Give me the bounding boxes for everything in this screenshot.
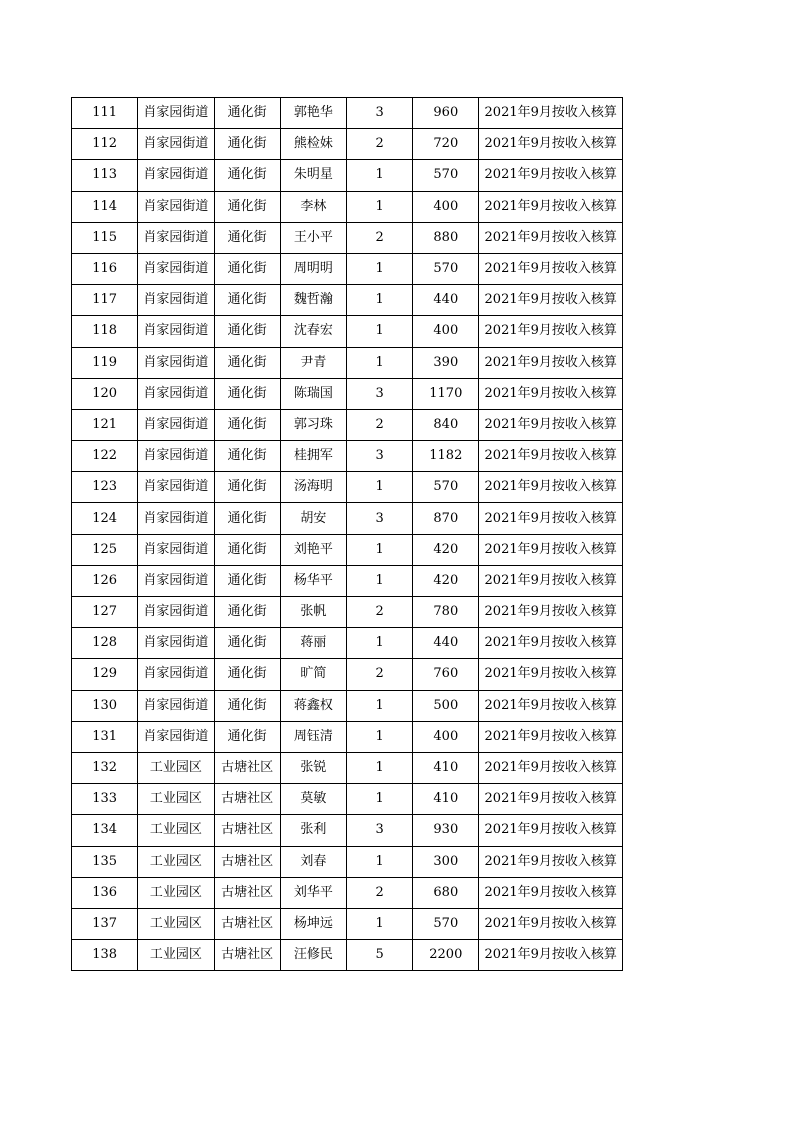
note-cell: 2021年9月按收入核算 [479,628,623,659]
community-cell: 通化街 [214,565,280,596]
row-number-cell: 136 [72,877,138,908]
household-size-cell: 2 [346,597,412,628]
name-cell: 刘华平 [280,877,346,908]
amount-cell: 570 [413,908,479,939]
community-cell: 通化街 [214,378,280,409]
community-cell: 通化街 [214,597,280,628]
table-row [72,565,623,596]
row-number-cell: 113 [72,160,138,191]
street-cell: 肖家园街道 [138,191,214,222]
household-size-cell: 2 [346,222,412,253]
household-size-cell: 1 [346,534,412,565]
amount-cell: 570 [413,472,479,503]
community-cell: 通化街 [214,253,280,284]
community-cell: 古塘社区 [214,784,280,815]
street-cell: 肖家园街道 [138,597,214,628]
name-cell: 蒋丽 [280,628,346,659]
amount-cell: 390 [413,347,479,378]
amount-cell: 840 [413,409,479,440]
row-number-cell: 120 [72,378,138,409]
street-cell: 肖家园街道 [138,565,214,596]
amount-cell: 420 [413,565,479,596]
amount-cell: 570 [413,253,479,284]
community-cell: 通化街 [214,222,280,253]
household-size-cell: 1 [346,846,412,877]
row-number-cell: 119 [72,347,138,378]
table-body [72,98,623,971]
street-cell: 工业园区 [138,940,214,971]
name-cell: 莫敏 [280,784,346,815]
name-cell: 张锐 [280,752,346,783]
household-size-cell: 5 [346,940,412,971]
table-row [72,316,623,347]
amount-cell: 720 [413,129,479,160]
street-cell: 肖家园街道 [138,253,214,284]
name-cell: 熊检妹 [280,129,346,160]
amount-cell: 400 [413,191,479,222]
note-cell: 2021年9月按收入核算 [479,441,623,472]
amount-cell: 500 [413,690,479,721]
community-cell: 通化街 [214,659,280,690]
street-cell: 肖家园街道 [138,285,214,316]
row-number-cell: 135 [72,846,138,877]
note-cell: 2021年9月按收入核算 [479,659,623,690]
note-cell: 2021年9月按收入核算 [479,98,623,129]
name-cell: 张利 [280,815,346,846]
street-cell: 肖家园街道 [138,472,214,503]
street-cell: 肖家园街道 [138,378,214,409]
note-cell: 2021年9月按收入核算 [479,503,623,534]
table-row [72,534,623,565]
note-cell: 2021年9月按收入核算 [479,409,623,440]
row-number-cell: 137 [72,908,138,939]
street-cell: 肖家园街道 [138,160,214,191]
community-cell: 通化街 [214,347,280,378]
note-cell: 2021年9月按收入核算 [479,253,623,284]
note-cell: 2021年9月按收入核算 [479,129,623,160]
table-row [72,940,623,971]
table-row [72,347,623,378]
household-size-cell: 1 [346,690,412,721]
household-size-cell: 1 [346,160,412,191]
note-cell: 2021年9月按收入核算 [479,940,623,971]
community-cell: 通化街 [214,285,280,316]
street-cell: 肖家园街道 [138,129,214,160]
row-number-cell: 122 [72,441,138,472]
amount-cell: 570 [413,160,479,191]
note-cell: 2021年9月按收入核算 [479,908,623,939]
row-number-cell: 125 [72,534,138,565]
table-row [72,98,623,129]
name-cell: 杨坤远 [280,908,346,939]
note-cell: 2021年9月按收入核算 [479,285,623,316]
table-row [72,191,623,222]
name-cell: 桂拥军 [280,441,346,472]
table-row [72,409,623,440]
community-cell: 通化街 [214,191,280,222]
table-row [72,222,623,253]
street-cell: 工业园区 [138,784,214,815]
row-number-cell: 118 [72,316,138,347]
household-size-cell: 1 [346,285,412,316]
name-cell: 旷简 [280,659,346,690]
note-cell: 2021年9月按收入核算 [479,752,623,783]
amount-cell: 870 [413,503,479,534]
street-cell: 工业园区 [138,877,214,908]
note-cell: 2021年9月按收入核算 [479,316,623,347]
row-number-cell: 123 [72,472,138,503]
street-cell: 肖家园街道 [138,690,214,721]
household-size-cell: 3 [346,98,412,129]
name-cell: 张帆 [280,597,346,628]
street-cell: 工业园区 [138,846,214,877]
community-cell: 通化街 [214,503,280,534]
amount-cell: 1170 [413,378,479,409]
name-cell: 魏哲瀚 [280,285,346,316]
name-cell: 周明明 [280,253,346,284]
community-cell: 通化街 [214,316,280,347]
note-cell: 2021年9月按收入核算 [479,690,623,721]
table-row [72,378,623,409]
amount-cell: 440 [413,628,479,659]
row-number-cell: 131 [72,721,138,752]
amount-cell: 410 [413,752,479,783]
data-table [71,97,623,971]
note-cell: 2021年9月按收入核算 [479,347,623,378]
community-cell: 古塘社区 [214,752,280,783]
household-size-cell: 3 [346,378,412,409]
note-cell: 2021年9月按收入核算 [479,597,623,628]
street-cell: 肖家园街道 [138,222,214,253]
household-size-cell: 3 [346,441,412,472]
amount-cell: 960 [413,98,479,129]
name-cell: 汤海明 [280,472,346,503]
community-cell: 通化街 [214,160,280,191]
row-number-cell: 116 [72,253,138,284]
name-cell: 陈瑞国 [280,378,346,409]
row-number-cell: 124 [72,503,138,534]
note-cell: 2021年9月按收入核算 [479,160,623,191]
row-number-cell: 121 [72,409,138,440]
row-number-cell: 111 [72,98,138,129]
name-cell: 胡安 [280,503,346,534]
table-row [72,690,623,721]
note-cell: 2021年9月按收入核算 [479,721,623,752]
community-cell: 古塘社区 [214,908,280,939]
table-row [72,659,623,690]
table-row [72,877,623,908]
amount-cell: 410 [413,784,479,815]
household-size-cell: 1 [346,784,412,815]
note-cell: 2021年9月按收入核算 [479,784,623,815]
name-cell: 沈春宏 [280,316,346,347]
name-cell: 李林 [280,191,346,222]
name-cell: 王小平 [280,222,346,253]
row-number-cell: 115 [72,222,138,253]
row-number-cell: 138 [72,940,138,971]
note-cell: 2021年9月按收入核算 [479,222,623,253]
note-cell: 2021年9月按收入核算 [479,534,623,565]
table-row [72,160,623,191]
street-cell: 工业园区 [138,908,214,939]
street-cell: 肖家园街道 [138,441,214,472]
row-number-cell: 112 [72,129,138,160]
community-cell: 通化街 [214,441,280,472]
table-row [72,752,623,783]
table-row [72,472,623,503]
note-cell: 2021年9月按收入核算 [479,846,623,877]
community-cell: 通化街 [214,472,280,503]
community-cell: 通化街 [214,690,280,721]
street-cell: 肖家园街道 [138,503,214,534]
household-size-cell: 2 [346,877,412,908]
row-number-cell: 128 [72,628,138,659]
community-cell: 古塘社区 [214,815,280,846]
name-cell: 刘艳平 [280,534,346,565]
name-cell: 尹青 [280,347,346,378]
row-number-cell: 126 [72,565,138,596]
table-row [72,721,623,752]
household-size-cell: 1 [346,472,412,503]
street-cell: 工业园区 [138,752,214,783]
table-row [72,441,623,472]
household-size-cell: 3 [346,503,412,534]
community-cell: 通化街 [214,721,280,752]
row-number-cell: 132 [72,752,138,783]
community-cell: 通化街 [214,129,280,160]
table-row [72,253,623,284]
household-size-cell: 1 [346,316,412,347]
row-number-cell: 133 [72,784,138,815]
household-size-cell: 1 [346,752,412,783]
household-size-cell: 1 [346,253,412,284]
name-cell: 周钰清 [280,721,346,752]
community-cell: 古塘社区 [214,846,280,877]
street-cell: 肖家园街道 [138,721,214,752]
table-row [72,784,623,815]
table-row [72,597,623,628]
street-cell: 肖家园街道 [138,659,214,690]
amount-cell: 760 [413,659,479,690]
table-row [72,846,623,877]
household-size-cell: 1 [346,347,412,378]
note-cell: 2021年9月按收入核算 [479,877,623,908]
community-cell: 通化街 [214,534,280,565]
table-row [72,815,623,846]
household-size-cell: 1 [346,628,412,659]
community-cell: 古塘社区 [214,940,280,971]
row-number-cell: 134 [72,815,138,846]
amount-cell: 440 [413,285,479,316]
amount-cell: 680 [413,877,479,908]
name-cell: 刘春 [280,846,346,877]
street-cell: 肖家园街道 [138,534,214,565]
name-cell: 杨华平 [280,565,346,596]
household-size-cell: 1 [346,191,412,222]
street-cell: 肖家园街道 [138,409,214,440]
household-size-cell: 2 [346,659,412,690]
note-cell: 2021年9月按收入核算 [479,378,623,409]
community-cell: 通化街 [214,98,280,129]
street-cell: 肖家园街道 [138,98,214,129]
community-cell: 通化街 [214,628,280,659]
table-row [72,908,623,939]
amount-cell: 930 [413,815,479,846]
row-number-cell: 130 [72,690,138,721]
name-cell: 朱明星 [280,160,346,191]
amount-cell: 780 [413,597,479,628]
amount-cell: 400 [413,721,479,752]
table-row [72,129,623,160]
amount-cell: 300 [413,846,479,877]
table-row [72,285,623,316]
name-cell: 郭艳华 [280,98,346,129]
amount-cell: 400 [413,316,479,347]
amount-cell: 2200 [413,940,479,971]
street-cell: 工业园区 [138,815,214,846]
household-size-cell: 1 [346,721,412,752]
amount-cell: 420 [413,534,479,565]
household-size-cell: 1 [346,565,412,596]
table-row [72,503,623,534]
note-cell: 2021年9月按收入核算 [479,565,623,596]
name-cell: 蒋鑫权 [280,690,346,721]
note-cell: 2021年9月按收入核算 [479,472,623,503]
street-cell: 肖家园街道 [138,628,214,659]
amount-cell: 880 [413,222,479,253]
name-cell: 郭习珠 [280,409,346,440]
name-cell: 汪修民 [280,940,346,971]
row-number-cell: 129 [72,659,138,690]
household-size-cell: 3 [346,815,412,846]
household-size-cell: 1 [346,908,412,939]
table-row [72,628,623,659]
street-cell: 肖家园街道 [138,316,214,347]
street-cell: 肖家园街道 [138,347,214,378]
note-cell: 2021年9月按收入核算 [479,191,623,222]
community-cell: 通化街 [214,409,280,440]
community-cell: 古塘社区 [214,877,280,908]
row-number-cell: 117 [72,285,138,316]
row-number-cell: 114 [72,191,138,222]
row-number-cell: 127 [72,597,138,628]
amount-cell: 1182 [413,441,479,472]
note-cell: 2021年9月按收入核算 [479,815,623,846]
household-size-cell: 2 [346,409,412,440]
household-size-cell: 2 [346,129,412,160]
